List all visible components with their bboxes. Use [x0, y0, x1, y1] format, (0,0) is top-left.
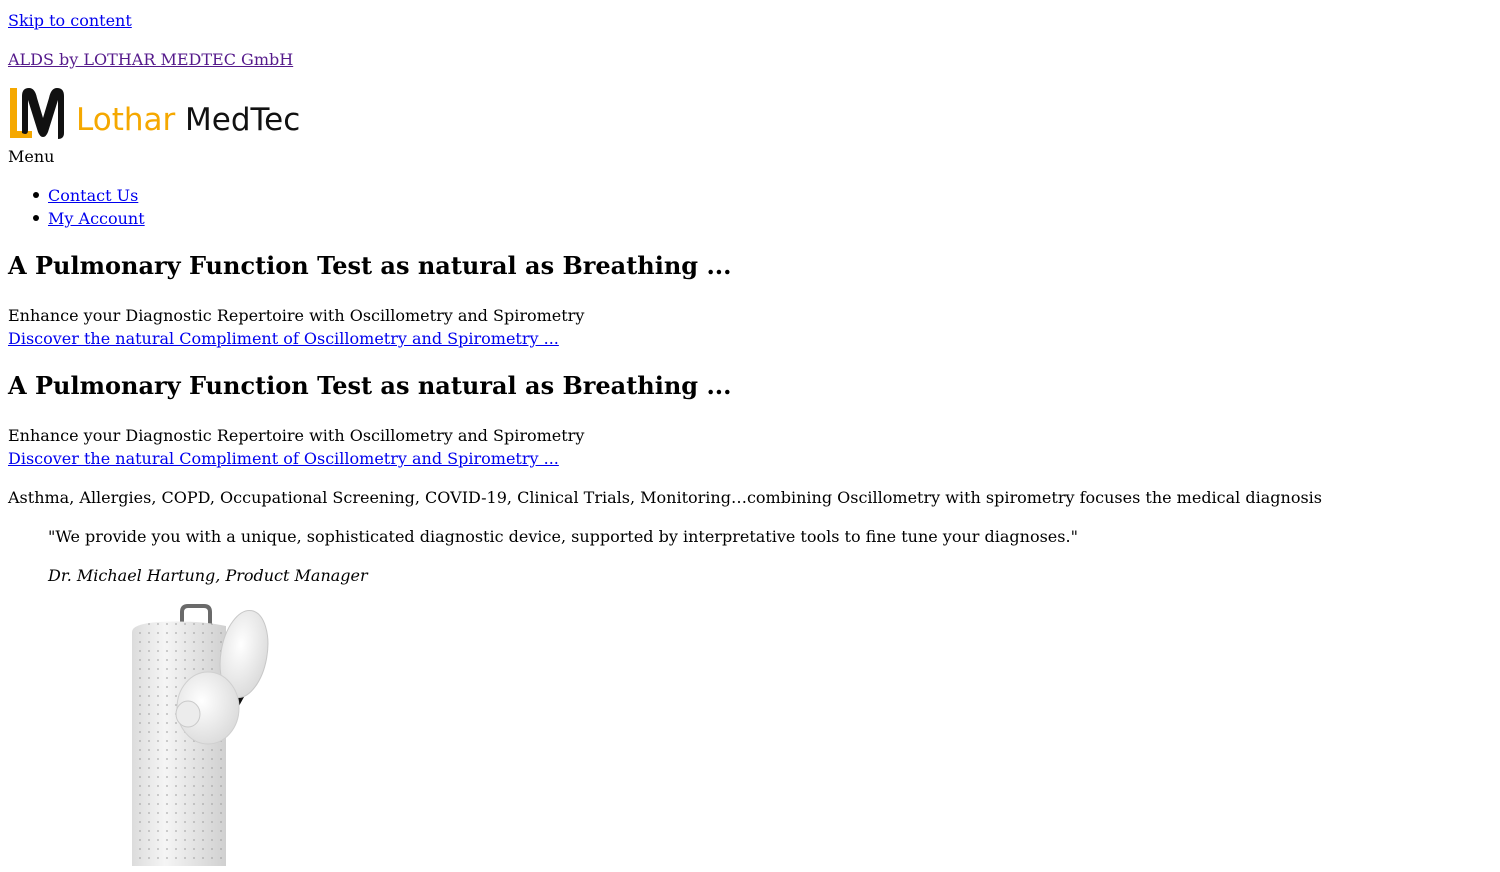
nav-link-contact-us[interactable]: Contact Us [48, 186, 139, 205]
lothar-medtec-logo [8, 86, 308, 139]
logo-brand-part1: Lothar [76, 102, 176, 138]
hero-subtitle: Enhance your Diagnostic Repertoire with Oscillometry and Spirometry [8, 426, 585, 445]
site-title-link[interactable]: ALDS by LOTHAR MEDTEC GmbH [8, 50, 294, 69]
hero-discover-link[interactable]: Discover the natural Compliment of Oscillometry and Spirometry ... [8, 329, 559, 348]
nav-link-my-account[interactable]: My Account [48, 209, 145, 228]
nav-item-contact-us [48, 184, 145, 207]
testimonial-author: Dr. Michael Hartung, Product Manager [48, 566, 368, 585]
primary-navigation [48, 184, 145, 230]
device-image [118, 602, 278, 866]
nav-item-my-account [48, 207, 145, 230]
hero-discover-link[interactable]: Discover the natural Compliment of Oscillometry and Spirometry ... [8, 449, 559, 468]
hero-subtitle: Enhance your Diagnostic Repertoire with Oscillometry and Spirometry [8, 306, 585, 325]
testimonial-quote: "We provide you with a unique, sophisticated diagnostic device, supported by interpretative tools to fine tune your diagnoses." [48, 527, 1078, 546]
skip-to-content-link[interactable]: Skip to content [8, 11, 132, 30]
hero-heading: A Pulmonary Function Test as natural as Breathing ... [8, 251, 732, 280]
menu-toggle[interactable]: Menu [8, 147, 55, 166]
conditions-text: Asthma, Allergies, COPD, Occupational Screening, COVID-19, Clinical Trials, Monitoring…combining Oscillometry with spirometry focuses the medical diagnosis [8, 488, 1322, 507]
logo-brand-part2: MedTec [185, 102, 301, 138]
site-logo[interactable] [8, 86, 308, 139]
hero-heading: A Pulmonary Function Test as natural as Breathing ... [8, 371, 732, 400]
